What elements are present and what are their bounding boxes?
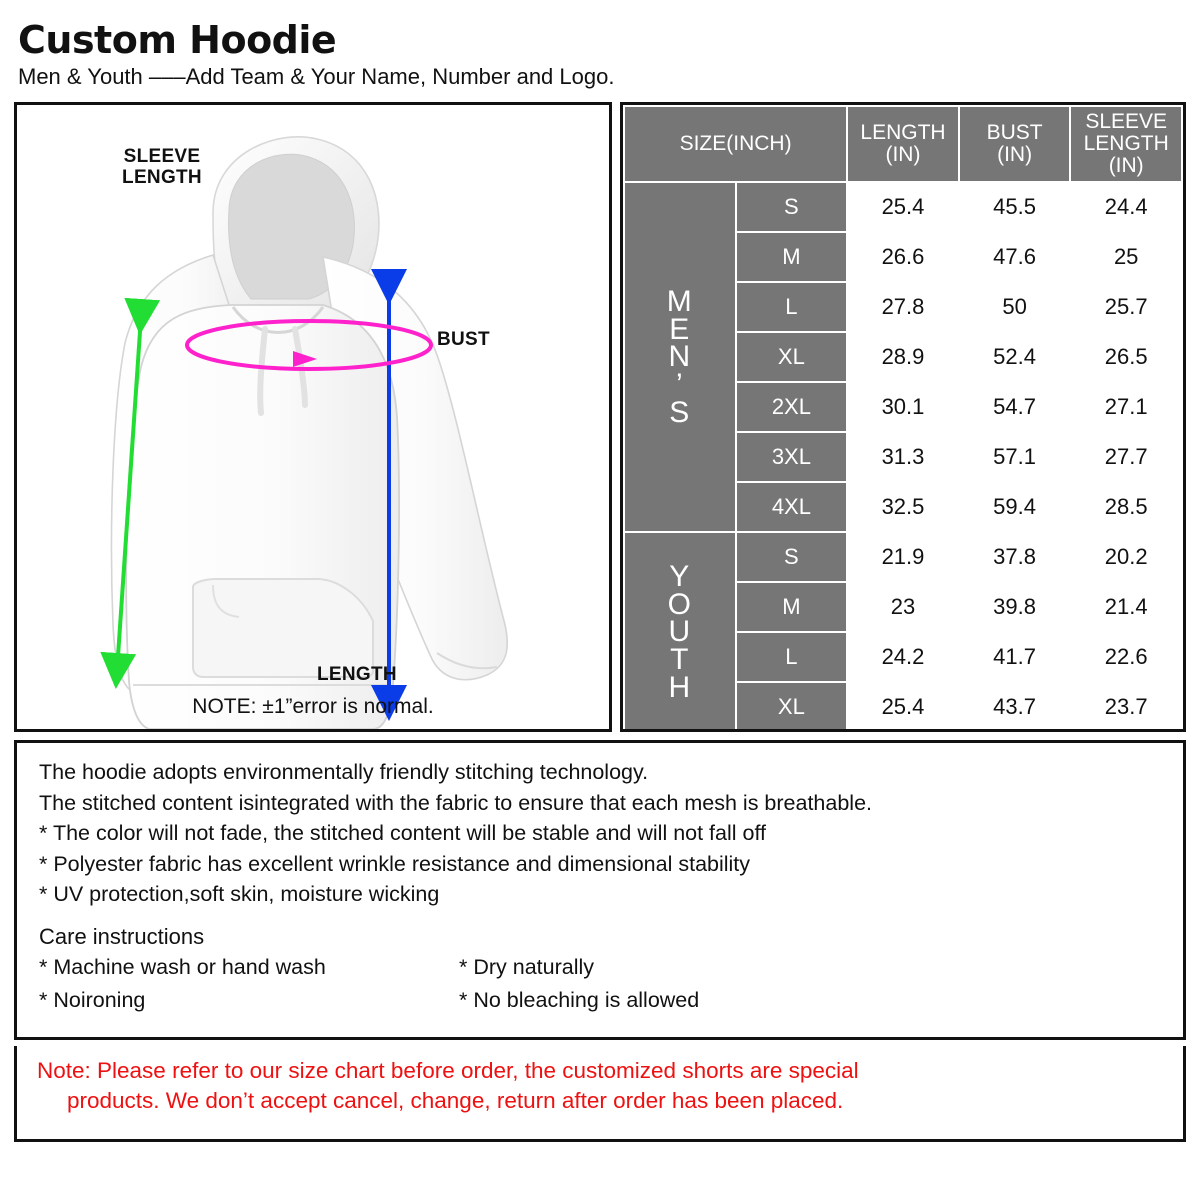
size-cell: XL <box>736 332 848 382</box>
sleeve-cell: 23.7 <box>1070 682 1182 732</box>
col-length: LENGTH (IN) <box>847 106 959 182</box>
sleeve-cell: 26.5 <box>1070 332 1182 382</box>
length-cell: 31.3 <box>847 432 959 482</box>
group-label-youth: Y O U T H <box>624 532 736 732</box>
size-cell: 2XL <box>736 382 848 432</box>
care-instructions-heading: Care instructions <box>39 923 205 949</box>
size-cell: 4XL <box>736 482 848 532</box>
length-cell: 26.6 <box>847 232 959 282</box>
bust-cell: 45.5 <box>959 182 1071 232</box>
product-info-panel <box>14 740 1186 1040</box>
length-cell: 23 <box>847 582 959 632</box>
order-policy-panel <box>14 1046 1186 1142</box>
sleeve-length-label: SLEEVE LENGTH <box>122 146 202 188</box>
length-cell: 21.9 <box>847 532 959 582</box>
size-table-panel <box>620 102 1186 732</box>
sleeve-cell: 21.4 <box>1070 582 1182 632</box>
length-cell: 25.4 <box>847 182 959 232</box>
table-row <box>624 182 1182 232</box>
size-cell: XL <box>736 682 848 732</box>
size-cell: 3XL <box>736 432 848 482</box>
info-line: * UV protection,soft skin, moisture wicking <box>39 882 440 907</box>
group-label-mens: M E N ’ S <box>624 182 736 532</box>
length-label: LENGTH <box>317 664 397 685</box>
bust-cell: 50 <box>959 282 1071 332</box>
sleeve-cell: 25.7 <box>1070 282 1182 332</box>
sleeve-cell: 22.6 <box>1070 632 1182 682</box>
size-cell: M <box>736 582 848 632</box>
chart-top-row <box>14 102 1186 732</box>
bust-cell: 37.8 <box>959 532 1071 582</box>
sleeve-cell: 20.2 <box>1070 532 1182 582</box>
care-item: * Dry naturally <box>459 954 595 979</box>
measurement-note: NOTE: ±1”error is normal. <box>192 695 434 718</box>
table-row <box>624 532 1182 582</box>
size-cell: S <box>736 532 848 582</box>
length-cell: 24.2 <box>847 632 959 682</box>
bust-cell: 47.6 <box>959 232 1071 282</box>
info-line: * Polyester fabric has excellent wrinkle resistance and dimensional stability <box>39 851 751 876</box>
hoodie-illustration <box>17 105 609 729</box>
size-cell: S <box>736 182 848 232</box>
order-policy-line2: products. We don’t accept cancel, change, return after order has been placed. <box>67 1088 844 1114</box>
bust-cell: 41.7 <box>959 632 1071 682</box>
care-item: * Machine wash or hand wash <box>39 954 326 979</box>
col-bust: BUST (IN) <box>959 106 1071 182</box>
info-line: * The color will not fade, the stitched content will be stable and will not fall off <box>39 821 767 846</box>
sleeve-cell: 27.1 <box>1070 382 1182 432</box>
length-cell: 25.4 <box>847 682 959 732</box>
length-cell: 30.1 <box>847 382 959 432</box>
bust-cell: 39.8 <box>959 582 1071 632</box>
hoodie-figure-panel <box>14 102 612 732</box>
bust-cell: 43.7 <box>959 682 1071 732</box>
bust-cell: 57.1 <box>959 432 1071 482</box>
length-cell: 27.8 <box>847 282 959 332</box>
info-line: The stitched content isintegrated with the fabric to ensure that each mesh is breathable. <box>39 790 873 815</box>
bust-cell: 54.7 <box>959 382 1071 432</box>
bust-cell: 59.4 <box>959 482 1071 532</box>
size-table <box>623 105 1183 732</box>
size-cell: M <box>736 232 848 282</box>
size-cell: L <box>736 632 848 682</box>
bust-cell: 52.4 <box>959 332 1071 382</box>
bust-label: BUST <box>437 329 490 350</box>
order-policy-note <box>37 1056 1163 1117</box>
col-sleeve-length: SLEEVE LENGTH (IN) <box>1070 106 1182 182</box>
sleeve-cell: 27.7 <box>1070 432 1182 482</box>
length-cell: 32.5 <box>847 482 959 532</box>
care-instructions-list <box>39 952 1161 1016</box>
size-cell: L <box>736 282 848 332</box>
page-title: Custom Hoodie <box>18 18 337 62</box>
page-subtitle: Men & Youth –––Add Team & Your Name, Number and Logo. <box>18 64 615 89</box>
length-cell: 28.9 <box>847 332 959 382</box>
care-item: * Noironing <box>39 987 146 1012</box>
info-line: The hoodie adopts environmentally friendly stitching technology. <box>39 760 649 784</box>
care-item: * No bleaching is allowed <box>459 987 700 1012</box>
order-policy-line1: Note: Please refer to our size chart before order, the customized shorts are special <box>37 1058 859 1083</box>
sleeve-cell: 25 <box>1070 232 1182 282</box>
col-size: SIZE(INCH) <box>624 106 847 182</box>
sleeve-cell: 24.4 <box>1070 182 1182 232</box>
table-header-row <box>624 106 1182 182</box>
sleeve-cell: 28.5 <box>1070 482 1182 532</box>
